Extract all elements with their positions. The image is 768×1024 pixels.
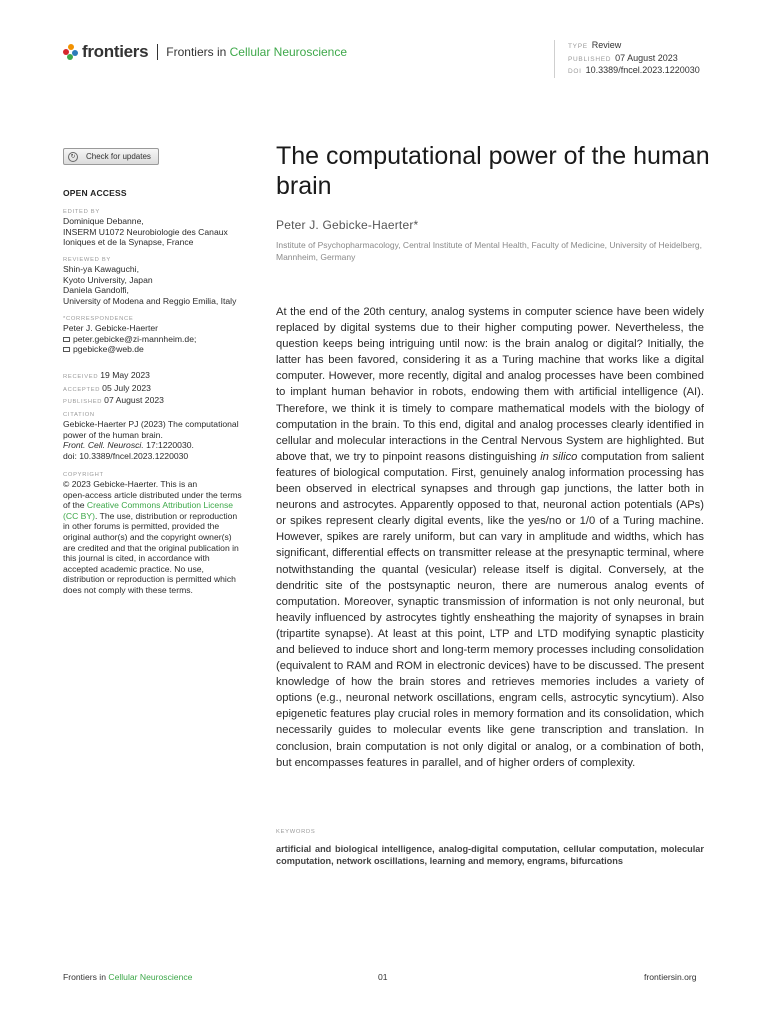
citation-journal: Front. Cell. Neurosci. — [63, 440, 144, 451]
correspondence-section — [63, 315, 263, 355]
reviewed-by-label: REVIEWED BY — [63, 257, 111, 263]
meta-doi — [568, 65, 700, 78]
copyright-line — [63, 511, 263, 522]
footer-journal-name: Cellular Neuroscience — [108, 972, 193, 982]
license-link-cc-by[interactable]: (CC BY) — [63, 510, 95, 521]
email-link[interactable]: peter.gebicke@zi-mannheim.de; — [73, 333, 197, 344]
copyright-label: COPYRIGHT — [63, 472, 104, 478]
copyright-line: open-access article distributed under the terms — [63, 489, 242, 500]
keywords: artificial and biological intelligence, analog-digital computation, cellular computation, molecular computation, network oscillations, learning and memory, engrams, bifurcations — [276, 844, 704, 867]
license-link[interactable]: Creative Commons Attribution License — [86, 500, 234, 511]
accepted-value: 05 July 2023 — [102, 382, 151, 393]
reviewed-by-section — [63, 256, 263, 306]
article-title: The computational power of the human brain — [276, 142, 710, 200]
email-link[interactable]: pgebicke@web.de — [73, 344, 144, 355]
editor-line: INSERM U1072 Neurobiologie des Canaux — [63, 226, 228, 237]
edited-by-section — [63, 208, 263, 248]
reviewer-line: University of Modena and Reggio Emilia, Italy — [63, 295, 237, 306]
citation-volume: 17:1220030. — [143, 440, 194, 451]
frontiers-logo-icon — [63, 44, 79, 60]
reviewer-line: Shin-ya Kawaguchi, — [63, 264, 139, 274]
page-number: 01 — [378, 972, 388, 982]
copyright-of: of the — [63, 500, 87, 511]
citation-doi[interactable]: doi: 10.3389/fncel.2023.1220030 — [63, 450, 189, 461]
meta-doi-value[interactable]: 10.3389/fncel.2023.1220030 — [585, 65, 700, 75]
received-date — [63, 370, 263, 383]
abstract-text: computation from salient features of biological computation. First, genuinely analog information processing has been observed in electrical synapses and through gap junctions, the latter both in neurons and astrocytes. Apparently opposed to that, neuronal action potentials (APs) or spikes represent clearly digital events, like the yes/no or 1/0 of a Turing machine. However, spikes are rarely uniform, but can vary in amplitude and widths, which has significant, differential effects on transmitter release at the presynaptic terminal, where notwithstanding the quantal (vesicular) release itself is digital. Conversely, at the dendritic site of the postsynaptic neuron, there are numerous analog events of computation. Moreover, synaptic transmission of information is not only neuronal, but heavily influenced by astrocytes tightly ensheathing the majority of synapses in brain (tripartite synapse). At least at this point, LTP and LTD modifying synaptic plasticity and believed to induce short and long-term memory processes including consolidation (equivalent to RAM and ROM in electronic devices) have to be discussed. The present knowledge of how the brain stores and retrieves memories includes a variety of options (e.g., neuronal network oscillations, engram cells, astrocytic syncytium). Also epigenetic features play crucial roles in memory formation and its consolidation, which necessarily guides to molecular events like gene transcription and translation. In conclusion, brain computation is not only digital or analog, or a combination of both, but encompasses features in parallel, and of higher orders of complexity. — [276, 450, 704, 769]
meta-doi-label: DOI — [568, 68, 582, 75]
copyright-line: original author(s) and the copyright owner(s) — [63, 531, 232, 542]
article-author[interactable]: Peter J. Gebicke-Haerter* — [276, 218, 419, 232]
copyright-text: . The use, distribution or reproduction — [95, 510, 238, 521]
editor-line: Ioniques et de la Synapse, France — [63, 237, 194, 248]
published-date — [63, 395, 263, 408]
accepted-date — [63, 383, 263, 396]
copyright-line: in other forums is permitted, provided the — [63, 521, 220, 532]
meta-published-value: 07 August 2023 — [615, 52, 678, 63]
refresh-icon: ↻ — [68, 152, 78, 162]
received-value: 19 May 2023 — [100, 370, 150, 380]
meta-published-label: PUBLISHED — [568, 55, 612, 63]
reviewer-line: Kyoto University, Japan — [63, 274, 153, 285]
meta-type-label: TYPE — [568, 43, 588, 50]
journal-prefix: Frontiers in — [166, 45, 227, 59]
meta-type-value: Review — [591, 40, 622, 50]
dates-section — [63, 370, 263, 408]
citation-line — [63, 440, 263, 451]
copyright-line: are credited and that the original publication in — [63, 542, 239, 553]
brand-wordmark: frontiers — [82, 42, 149, 61]
open-access-label: OPEN ACCESS — [63, 188, 127, 198]
accepted-label: ACCEPTED — [63, 386, 101, 393]
footer-journal[interactable] — [63, 972, 192, 982]
copyright-line: distribution or reproduction is permitted which — [63, 574, 236, 585]
citation-line: power of the human brain. — [63, 429, 163, 440]
email-line — [63, 334, 263, 345]
edited-by-label: EDITED BY — [63, 209, 100, 215]
mail-icon — [63, 347, 70, 352]
author-affiliation: Institute of Psychopharmacology, Central Institute of Mental Health, Faculty of Medicine, University of Heidelberg, Mannheim, Germany — [276, 240, 702, 262]
meta-type — [568, 40, 700, 53]
editor-line: Dominique Debanne, — [63, 216, 144, 226]
received-label: RECEIVED — [63, 374, 99, 380]
article-meta — [554, 40, 700, 78]
copyright-line: does not comply with these terms. — [63, 584, 193, 595]
email-line — [63, 344, 263, 355]
citation-label: CITATION — [63, 412, 95, 418]
journal-brand[interactable] — [63, 42, 347, 62]
check-for-updates-label: Check for updates — [86, 152, 151, 161]
copyright-line: © 2023 Gebicke-Haerter. This is an — [63, 479, 198, 489]
copyright-section — [63, 471, 263, 596]
abstract-text: At the end of the 20th century, analog systems in computer science have been widely replaced by digital systems due to their higher computing power. Nevertheless, the question keeps being intriguing until now: is the brain analog or digital? Initially, the latter has been favored, considering it as a Turing machine that works like a digital computer. However, more recently, digital and analog processes have been combined to implant human behavior in robots, endowing them with artificial intelligence (AI). Therefore, we think it is timely to compare mathematical models with the biology of computation in the brain. To this end, digital and analog processes clearly identified in cellular and molecular interactions in the Central Nervous System are highlighted. But above that, we try to pinpoint reasons distinguishing — [276, 306, 704, 463]
brand-divider — [157, 44, 158, 60]
journal-name — [166, 45, 347, 59]
footer-site-link[interactable]: frontiersin.org — [644, 972, 697, 982]
journal-title: Cellular Neuroscience — [229, 45, 348, 59]
abstract — [276, 304, 704, 771]
check-for-updates-button[interactable] — [63, 148, 159, 165]
copyright-line — [63, 500, 263, 511]
citation-section — [63, 411, 263, 461]
published-label: PUBLISHED — [63, 399, 103, 406]
keywords-label: KEYWORDS — [276, 829, 316, 835]
mail-icon — [63, 337, 70, 342]
reviewer-line: Daniela Gandolfi, — [63, 285, 129, 296]
correspondence-label: *CORRESPONDENCE — [63, 316, 134, 322]
correspondence-name: Peter J. Gebicke-Haerter — [63, 323, 159, 333]
abstract-italic: in silico — [540, 450, 578, 463]
copyright-line: accepted academic practice. No use, — [63, 563, 204, 574]
citation-line: Gebicke-Haerter PJ (2023) The computational — [63, 419, 239, 429]
meta-published — [568, 53, 700, 66]
published-value: 07 August 2023 — [104, 395, 164, 406]
footer-journal-prefix: Frontiers in — [63, 972, 106, 982]
copyright-line: this journal is cited, in accordance with — [63, 553, 210, 564]
